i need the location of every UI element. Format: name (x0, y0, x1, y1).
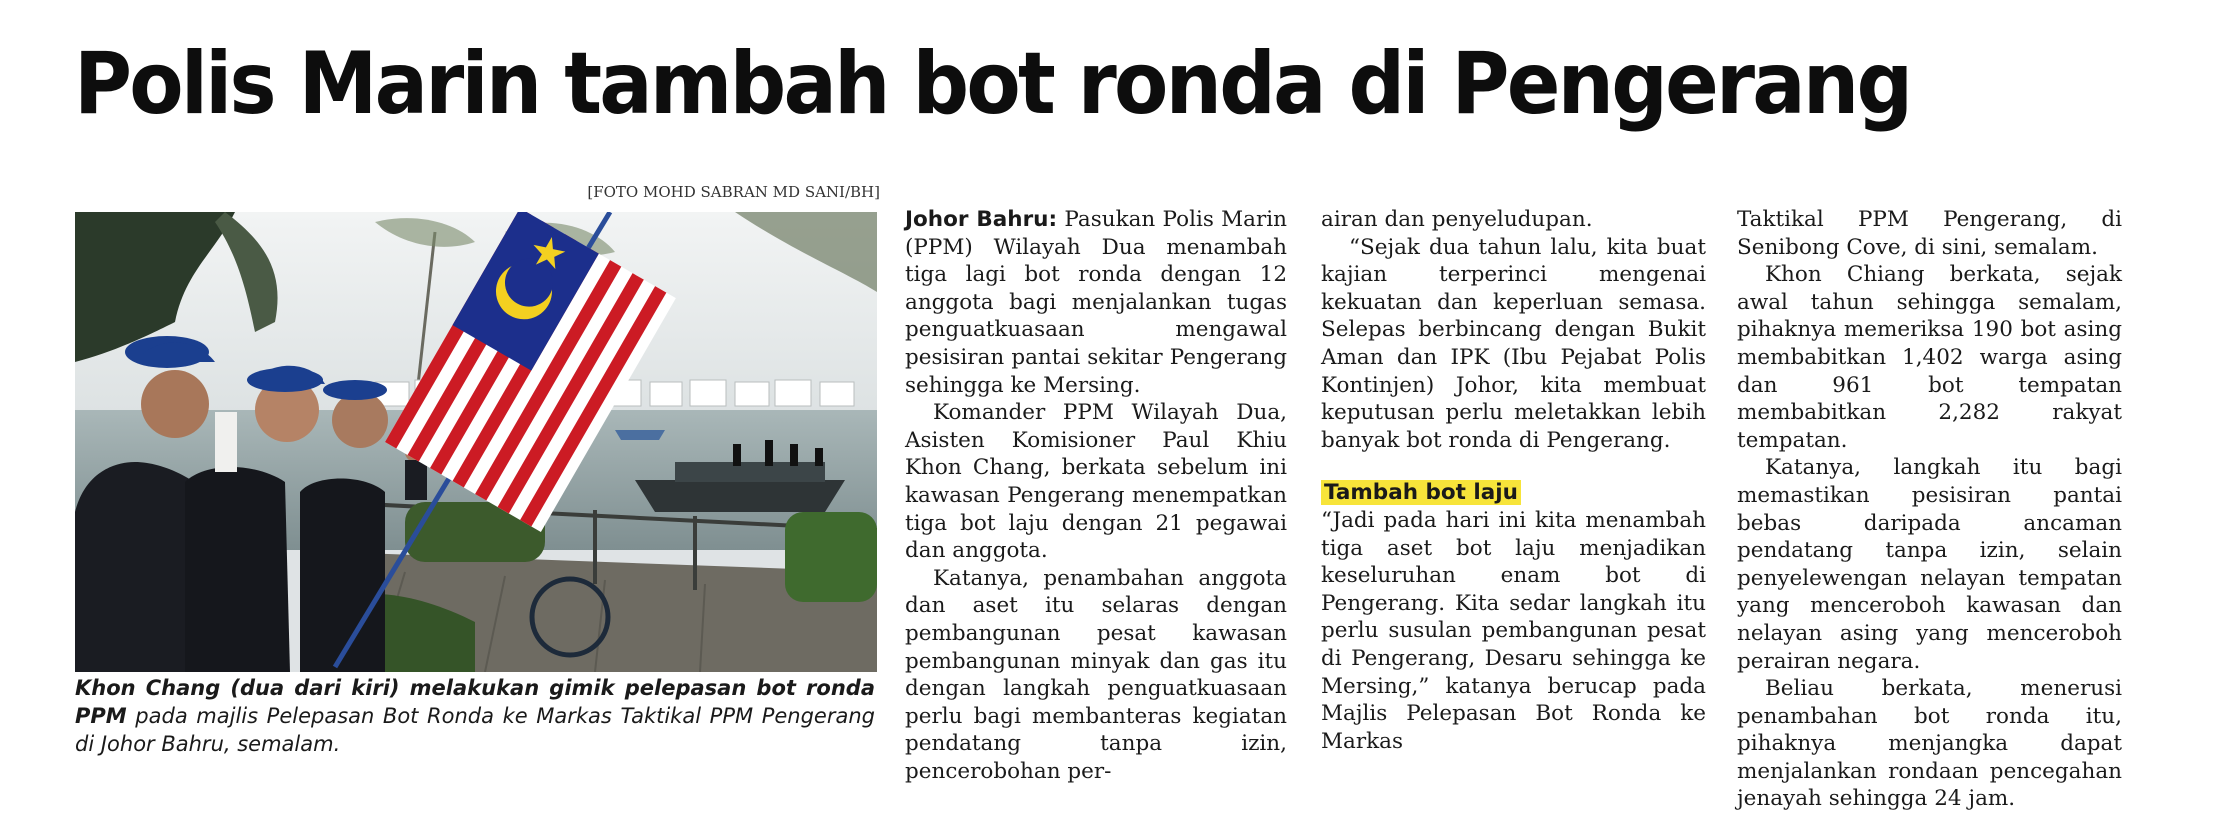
paragraph: Komander PPM Wilayah Dua, Asisten Komisioner Paul Khiu Khon Chang, berkata sebelum ini kawasan Pengerang menempatkan tiga bot laju dengan 21 pegawai dan anggota. (905, 400, 1287, 564)
article-column-1 (905, 206, 1287, 785)
caption-bold: Khon Chang (dua dari kiri) melakukan gimik pelepasan bot ronda PPM (75, 676, 875, 728)
photo-credit: [FOTO MOHD SABRAN MD SANI/BH] (587, 183, 880, 201)
paragraph: Beliau berkata, menerusi penambahan bot ronda itu, pihaknya menjangka dapat menjalankan rondaan pencegahan jenayah sehingga 24 jam. (1737, 676, 2122, 812)
subheading-text: Tambah bot laju (1321, 480, 1521, 505)
photo-caption (75, 674, 875, 758)
headline: Polis Marin tambah bot ronda di Pengerang (74, 34, 1911, 134)
article-column-2 (1321, 206, 1706, 755)
dateline: Johor Bahru: (905, 207, 1058, 232)
paragraph: Katanya, penambahan anggota dan aset itu selaras dengan pembangunan pesat kawasan pembangunan minyak dan gas itu dengan langkah penguatkuasaan perlu bagi membanteras kegiatan pendatang tanpa izin, pencerobohan per- (905, 565, 1287, 784)
caption-rest: pada majlis Pelepasan Bot Ronda ke Markas Taktikal PPM Pengerang di Johor Bahru, semalam. (75, 704, 875, 756)
paragraph: Katanya, langkah itu bagi memastikan pesisiran pantai bebas daripada ancaman pendatang tanpa izin, selain penyelewengan nelayan tempatan yang menceroboh kawasan dan nelayan asing yang menceroboh perairan negara. (1737, 455, 2122, 674)
paragraph-text: Pasukan Polis Marin (PPM) Wilayah Dua menambah tiga lagi bot ronda dengan 12 anggota bagi menjalankan tugas penguatkuasaan mengawal pesisiran pantai sekitar Pengerang sehingga ke Mersing. (905, 207, 1287, 398)
paragraph: “Sejak dua tahun lalu, kita buat kajian terperinci mengenai kekuatan dan keperluan semasa. Selepas berbincang dengan Bukit Aman dan IPK (Ibu Pejabat Polis Kontinjen) Johor, kita membuat keputusan perlu meletakkan lebih banyak bot ronda di Pengerang. (1321, 234, 1706, 453)
paragraph (905, 206, 1287, 399)
paragraph: airan dan penyeludupan. (1321, 207, 1593, 232)
article-column-3 (1737, 206, 2122, 813)
paragraph: “Jadi pada hari ini kita menambah tiga aset bot laju menjadikan keseluruhan enam bot di Pengerang. Kita sedar langkah itu perlu susulan pembangunan pesat di Pengerang, Desaru sehingga ke Mersing,” katanya berucap pada Majlis Pelepasan Bot Ronda ke Markas (1321, 507, 1706, 754)
subheading (1321, 479, 1706, 507)
paragraph: Khon Chiang berkata, sejak awal tahun sehingga semalam, pihaknya memeriksa 190 bot asing membabitkan 1,402 warga asing dan 961 bot tempatan membabitkan 2,282 rakyat tempatan. (1737, 262, 2122, 453)
paragraph: Taktikal PPM Pengerang, di Senibong Cove, di sini, semalam. (1737, 207, 2122, 260)
news-photo (75, 212, 877, 672)
